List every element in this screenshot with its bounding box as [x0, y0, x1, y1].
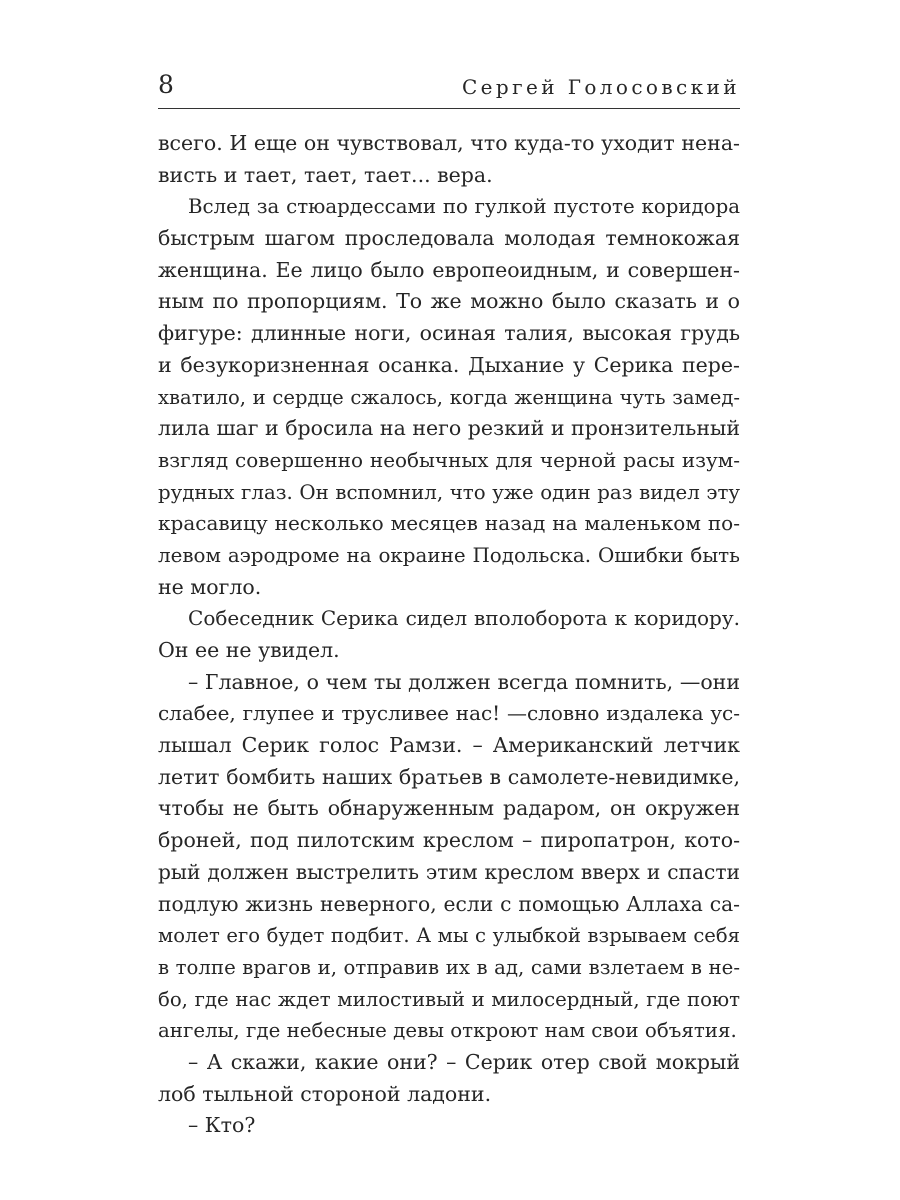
text-line: Он ее не увидел.: [158, 638, 340, 662]
text-line: Вслед за стюардессами по гулкой пустоте коридора: [188, 195, 740, 219]
text-line: быстрым шагом проследовала молодая темнокожая: [158, 226, 740, 251]
paragraph: [158, 1110, 740, 1142]
text-line: взгляд совершенно необычных для черной расы изум-: [158, 447, 740, 472]
text-line: висть и тает, тает, тает... вера.: [158, 162, 493, 187]
text-line: Собеседник Серика сидел вполоборота к коридору.: [188, 606, 740, 631]
text-line: лила шаг и бросила на него резкий и пронзительный: [158, 416, 740, 441]
text-line: броней, под пилотским креслом – пиропатрон, кото-: [158, 828, 740, 853]
text-line: летит бомбить наших братьев в самолете-невидимке,: [158, 764, 740, 789]
body-text: [158, 128, 740, 1142]
text-line: рый должен выстрелить этим креслом вверх и спасти: [158, 859, 740, 884]
text-line: – Главное, о чем ты должен всегда помнить, —они: [188, 669, 740, 694]
text-line: лышал Серик голос Рамзи. – Американский летчик: [158, 733, 740, 758]
text-line: не могло.: [158, 574, 262, 599]
text-line: слабее, глупее и трусливее нас! —словно издалека ус-: [158, 701, 740, 726]
text-line: всего. И еще он чувствовал, что куда-то уходит нена-: [158, 131, 740, 155]
text-line: ным по пропорциям. То же можно было сказать и о: [158, 289, 740, 314]
text-line: – Кто?: [188, 1113, 256, 1138]
text-line: чтобы не быть обнаруженным радаром, он окружен: [158, 796, 740, 821]
text-line: ангелы, где небесные девы откроют нам свои объятия.: [158, 1019, 737, 1043]
text-line: левом аэродроме на окраине Подольска. Ошибки быть: [158, 543, 740, 567]
text-line: – А скажи, какие они? – Серик отер свой мокрый: [188, 1049, 740, 1074]
text-line: красавицу несколько месяцев назад на маленьком по-: [158, 511, 740, 536]
text-line: рудных глаз. Он вспомнил, что уже один раз видел эту: [158, 480, 740, 504]
paragraph: [158, 191, 740, 603]
page-header: [158, 68, 740, 104]
text-line: молет его будет подбит. А мы с улыбкой взрываем себя: [158, 924, 740, 948]
text-line: подлую жизнь неверного, если с помощью Аллаха са-: [158, 891, 740, 916]
text-line: лоб тыльной стороной ладони.: [158, 1081, 492, 1106]
paragraph: [158, 667, 740, 1047]
text-line: женщина. Ее лицо было европеоидным, и совершен-: [158, 257, 740, 282]
running-head-author: Сергей Голосовский: [461, 75, 740, 99]
text-line: бо, где нас ждет милостивый и милосердный, где поют: [158, 987, 740, 1011]
text-line: в толпе врагов и, отправив их в ад, сами взлетаем в не-: [158, 955, 740, 979]
paragraph: [158, 1047, 740, 1110]
header-rule: [158, 108, 740, 109]
page-number: 8: [158, 70, 174, 99]
text-line: хватило, и сердце сжалось, когда женщина чуть замед-: [158, 385, 740, 409]
paragraph: [158, 603, 740, 666]
text-line: и безукоризненная осанка. Дыхание у Серика пере-: [158, 352, 740, 377]
text-line: фигуре: длинные ноги, осиная талия, высокая грудь: [158, 321, 740, 346]
paragraph: [158, 128, 740, 191]
